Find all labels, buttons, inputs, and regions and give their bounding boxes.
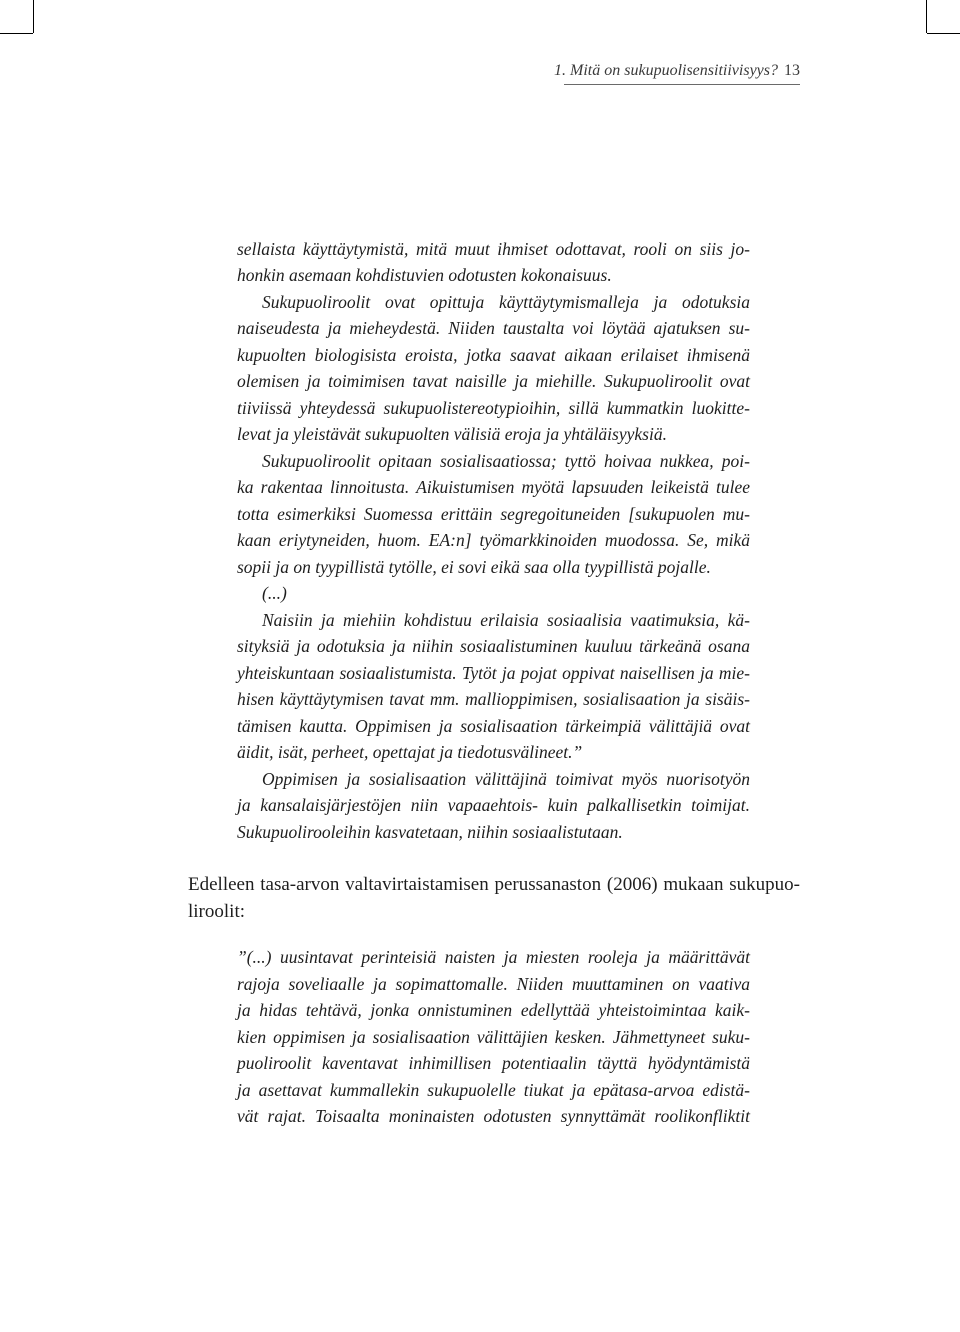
quote-line: olemisen ja toimimisen tavat naisille ja miehille. Sukupuoliroolit ovat xyxy=(237,371,750,391)
quote-line: ”(...) uusintavat perinteisiä naisten ja miesten rooleja ja määrittävät xyxy=(237,947,750,967)
quote-line: rajoja soveliaalle ja sopimattomalle. Niiden muuttaminen on vaativa xyxy=(237,974,750,994)
quote-line: ja hidas tehtävä, jonka onnistuminen edellyttää yhteistoimintaa kaik- xyxy=(237,1000,750,1020)
quote-line: kupuolten biologisista eroista, jotka saavat aikaan erilaiset ihmisenä xyxy=(237,345,750,365)
crop-mark-top-right xyxy=(926,0,927,33)
quote-line: kien oppimisen ja sosialisaation välittäjien kesken. Jähmettyneet suku- xyxy=(237,1027,750,1047)
quote-line: (...) xyxy=(262,583,287,603)
quote-line: Sukupuolirooleihin kasvatetaan, niihin sosiaalistutaan. xyxy=(237,822,623,842)
quote-line: honkin asemaan kohdistuvien odotusten kokonaisuus. xyxy=(237,265,612,285)
quote-line: ja kansalaisjärjestöjen niin vapaaehtois- kuin palkallisetkin toimijat. xyxy=(237,795,750,815)
quote-line: ka rakentaa linnoitusta. Aikuistumisen myötä lapsuuden leikeistä tulee xyxy=(237,477,750,497)
quote-line: sopii ja on tyypillistä tytölle, ei sovi eikä saa olla tyypillistä pojalle. xyxy=(237,557,711,577)
crop-mark-right-top xyxy=(927,33,960,34)
running-head xyxy=(0,62,800,80)
chapter-title: 1. Mitä on sukupuolisensitiivisyys? xyxy=(554,62,778,79)
quote-line: levat ja yleistävät sukupuolten välisiä eroja ja yhtäläisyyksiä. xyxy=(237,424,667,444)
quote-line: puoliroolit kaventavat inhimillisen potentiaalin täyttä hyödyntämistä xyxy=(237,1053,750,1073)
crop-mark-top-left xyxy=(33,0,34,33)
quote-line: Naisiin ja miehiin kohdistuu erilaisia sosiaalisia vaatimuksia, kä- xyxy=(262,610,750,630)
header-rule xyxy=(564,84,800,85)
quote-line: Sukupuoliroolit opitaan sosialisaatiossa; tyttö hoivaa nukkea, poi- xyxy=(262,451,750,471)
crop-mark-left-top xyxy=(0,33,33,34)
quote-line: sityksiä ja odotuksia ja niihin sosiaalistuminen kuuluu tärkeänä osana xyxy=(237,636,750,656)
quote-line: tiiviissä yhteydessä sukupuolistereotypioihin, sillä kummatkin luokitte- xyxy=(237,398,750,418)
quote-line: vät rajat. Toisaalta moninaisten odotusten synnyttämät roolikonfliktit xyxy=(237,1106,750,1126)
quote-line: äidit, isät, perheet, opettajat ja tiedotusvälineet.” xyxy=(237,742,583,762)
body-line: Edelleen tasa-arvon valtavirtaistamisen perussanaston (2006) mukaan sukupuo- xyxy=(188,874,800,895)
body-line: liroolit: xyxy=(188,901,245,922)
quote-line: Oppimisen ja sosialisaation välittäjinä toimivat myös nuorisotyön xyxy=(262,769,750,789)
quote-line: sellaista käyttäytymistä, mitä muut ihmiset odottavat, rooli on siis jo- xyxy=(237,239,750,259)
quote-line: Sukupuoliroolit ovat opittuja käyttäytymismalleja ja odotuksia xyxy=(262,292,750,312)
quote-line: ja asettavat kummallekin sukupuolelle tiukat ja epätasa-arvoa edistä- xyxy=(237,1080,750,1100)
quote-line: kaan eriytyneiden, huom. EA:n] työmarkkinoiden muodossa. Se, mikä xyxy=(237,530,750,550)
quote-line: hisen käyttäytymisen tavat mm. mallioppimisen, sosialisaation ja sisäis- xyxy=(237,689,750,709)
quote-line: yhteiskuntaan sosiaalistumista. Tytöt ja pojat oppivat naisellisen ja mie- xyxy=(237,663,750,683)
page-number: 13 xyxy=(784,62,800,79)
quote-line: totta esimerkiksi Suomessa erittäin segregoituneiden [sukupuolen mu- xyxy=(237,504,750,524)
quote-line: tämisen kautta. Oppimisen ja sosialisaation tärkeimpiä välittäjiä ovat xyxy=(237,716,750,736)
quote-line: naiseudesta ja mieheydestä. Niiden taustalta voi löytää ajatuksen su- xyxy=(237,318,750,338)
